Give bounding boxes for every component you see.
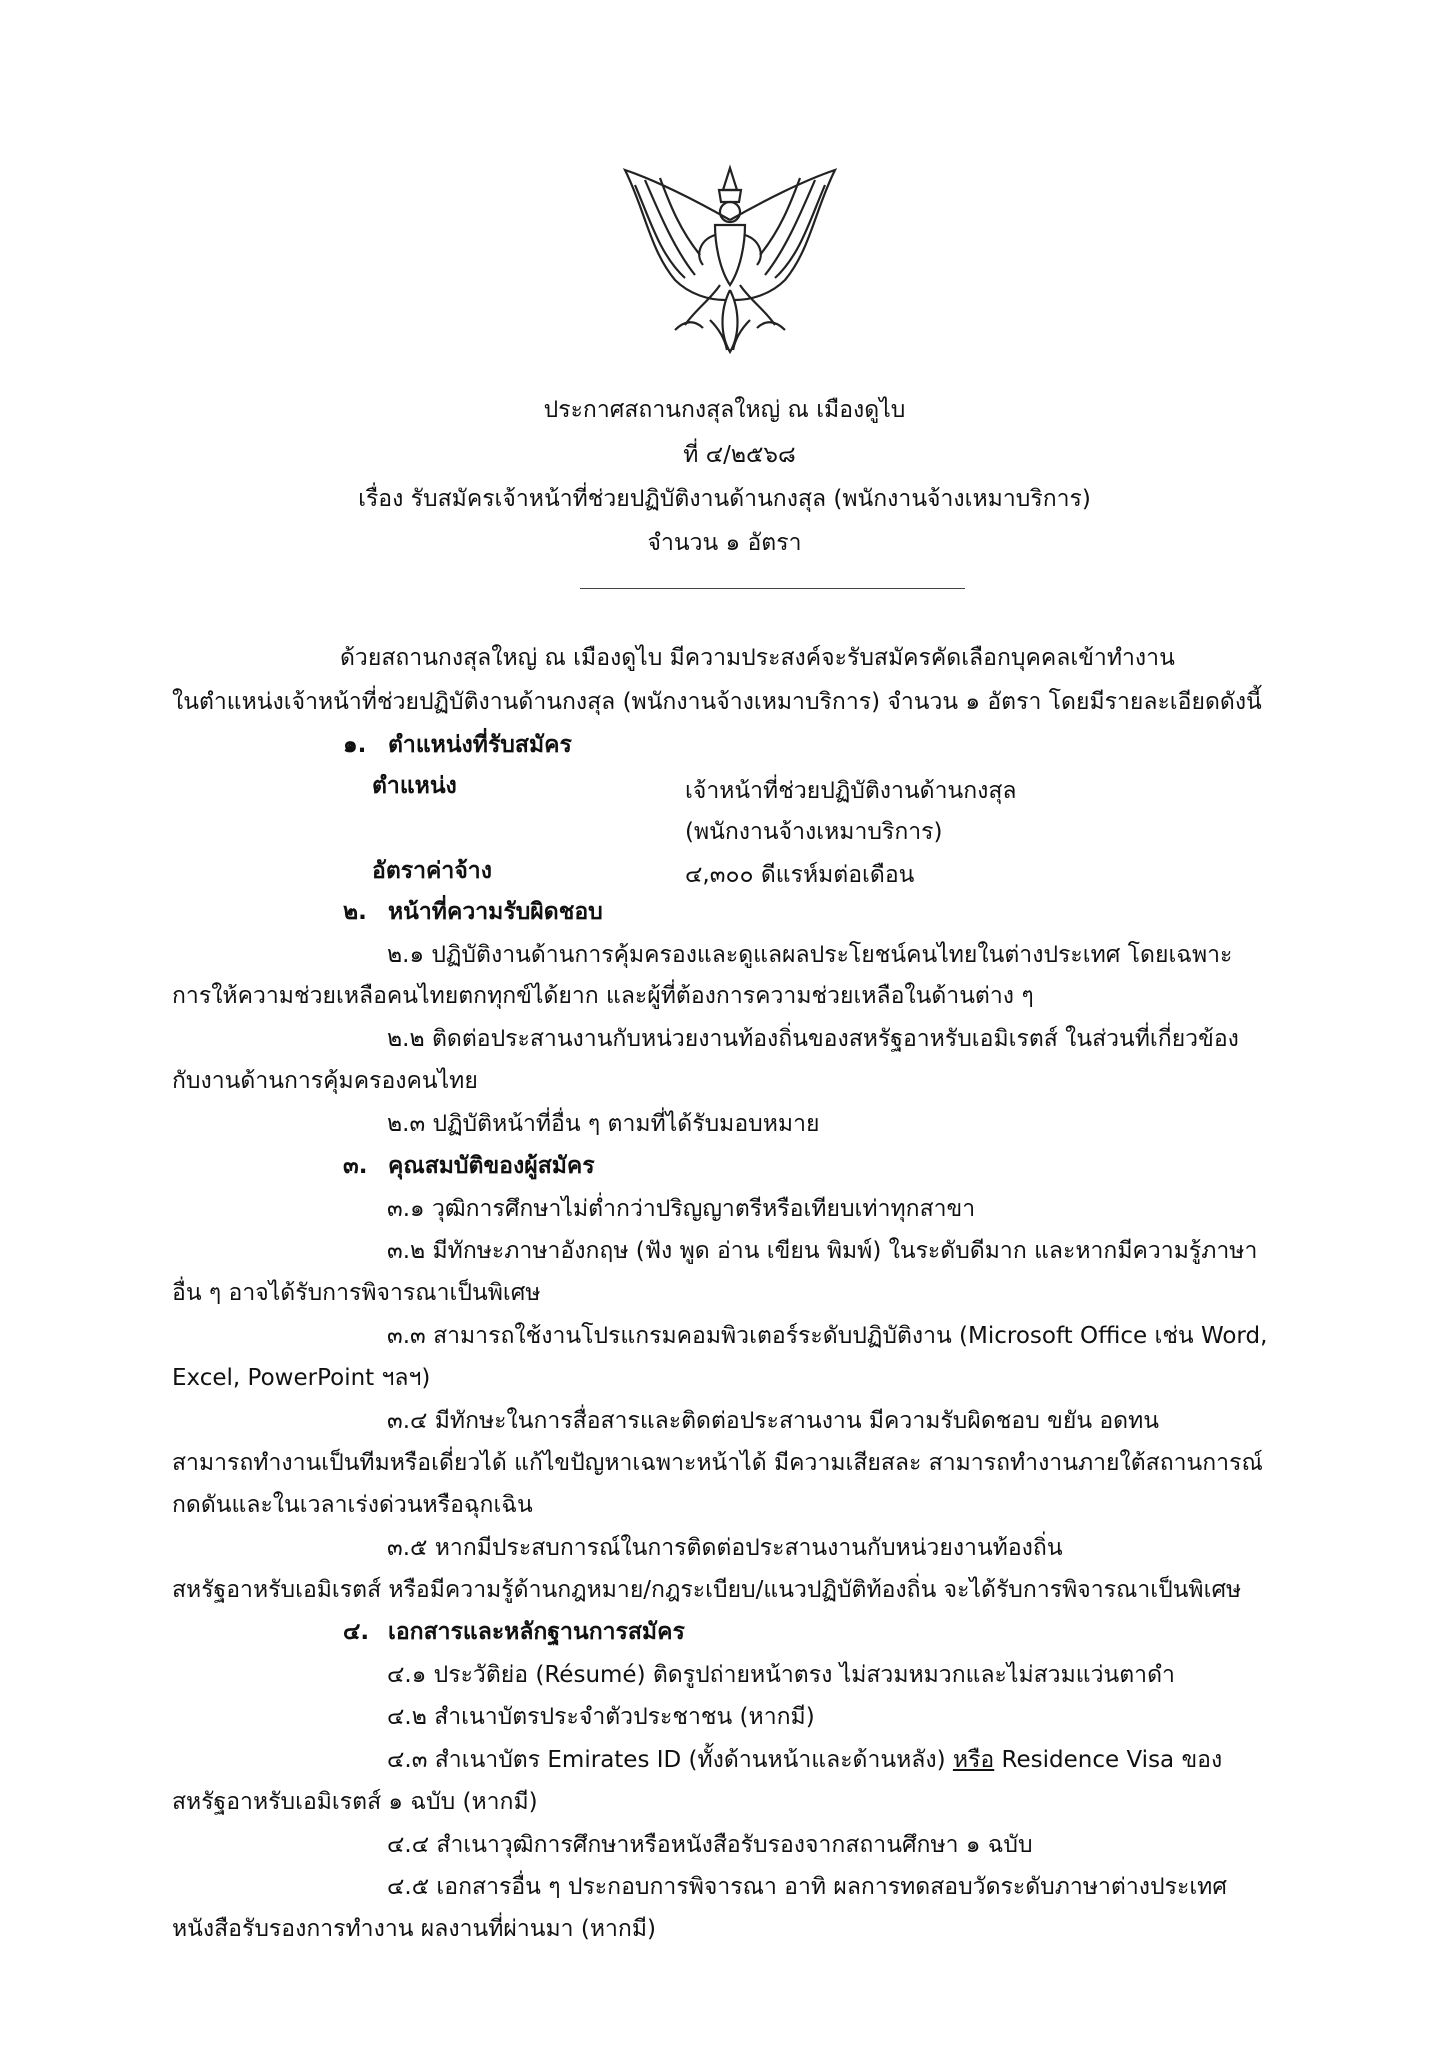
announcement-title: ประกาศสถานกงสุลใหญ่ ณ เมืองดูไบ [543, 397, 906, 423]
section-2-number: ๒. [343, 899, 367, 925]
item-4-1: ๔.๑ ประวัติย่อ (Résumé) ติดรูปถ่ายหน้าตรง ไม่สวมหมวกและไม่สวมแว่นตาดำ [387, 1662, 1175, 1688]
item-3-5-line-2: สหรัฐอาหรับเอมิเรตส์ หรือมีความรู้ด้านกฎหมาย/กฎระเบียบ/แนวปฏิบัติท้องถิ่น จะได้รับการพิจารณาเป็นพิเศษ [172, 1577, 1242, 1603]
item-3-4-line-3: กดดันและในเวลาเร่งด่วนหรือฉุกเฉิน [172, 1492, 533, 1518]
garuda-emblem-icon [615, 160, 845, 360]
item-4-3-or-underlined: หรือ [952, 1747, 995, 1773]
section-3-heading: คุณสมบัติของผู้สมัคร [388, 1153, 595, 1179]
divider-line [580, 588, 965, 589]
item-4-4: ๔.๔ สำเนาวุฒิการศึกษาหรือหนังสือรับรองจากสถานศึกษา ๑ ฉบับ [387, 1832, 1033, 1858]
section-2-heading: หน้าที่ความรับผิดชอบ [388, 899, 603, 925]
section-4-heading: เอกสารและหลักฐานการสมัคร [388, 1619, 685, 1645]
intro-line-2: ในตำแหน่งเจ้าหน้าที่ช่วยปฏิบัติงานด้านกงสุล (พนักงานจ้างเหมาบริการ) จำนวน ๑ อัตรา โดยมีรายละเอียดดังนี้ [172, 689, 1262, 715]
item-4-5-line-1: ๔.๕ เอกสารอื่น ๆ ประกอบการพิจารณา อาทิ ผลการทดสอบวัดระดับภาษาต่างประเทศ [387, 1874, 1227, 1900]
item-3-5-line-1: ๓.๕ หากมีประสบการณ์ในการติดต่อประสานงานกับหน่วยงานท้องถิ่น [387, 1535, 1063, 1561]
item-4-3-text-a: ๔.๓ สำเนาบัตร Emirates ID (ทั้งด้านหน้าและด้านหลัง) [387, 1747, 953, 1773]
section-3-number: ๓. [343, 1153, 368, 1179]
item-2-3: ๒.๓ ปฏิบัติหน้าที่อื่น ๆ ตามที่ได้รับมอบหมาย [387, 1111, 820, 1137]
item-2-2-line-2: กับงานด้านการคุ้มครองคนไทย [172, 1068, 478, 1094]
section-1-number: ๑. [343, 732, 367, 758]
item-2-2-line-1: ๒.๒ ติดต่อประสานงานกับหน่วยงานท้องถิ่นของสหรัฐอาหรับเอมิเรตส์ ในส่วนที่เกี่ยวข้อง [387, 1026, 1239, 1052]
item-2-1-line-1: ๒.๑ ปฏิบัติงานด้านการคุ้มครองและดูแลผลประโยชน์คนไทยในต่างประเทศ โดยเฉพาะ [387, 942, 1233, 968]
item-3-3-line-2: Excel, PowerPoint ฯลฯ) [172, 1365, 431, 1391]
item-3-2-line-1: ๓.๒ มีทักษะภาษาอังกฤษ (ฟัง พูด อ่าน เขียน พิมพ์) ในระดับดีมาก และหากมีความรู้ภาษา [387, 1238, 1258, 1264]
intro-line-1: ด้วยสถานกงสุลใหญ่ ณ เมืองดูไบ มีความประสงค์จะรับสมัครคัดเลือกบุคคลเข้าทำงาน [340, 645, 1175, 671]
announcement-quantity: จำนวน ๑ อัตรา [647, 530, 802, 556]
item-4-3-line-1 [387, 1742, 1222, 1778]
wage-value: ๔,๓๐๐ ดีแรห์มต่อเดือน [685, 862, 915, 888]
announcement-number: ที่ ๔/๒๕๖๘ [683, 442, 796, 468]
item-4-3-text-b: Residence Visa ของ [994, 1747, 1223, 1773]
wage-label: อัตราค่าจ้าง [372, 858, 492, 884]
section-4-number: ๔. [343, 1619, 370, 1645]
item-3-1: ๓.๑ วุฒิการศึกษาไม่ต่ำกว่าปริญญาตรีหรือเทียบเท่าทุกสาขา [387, 1196, 976, 1222]
item-2-1-line-2: การให้ความช่วยเหลือคนไทยตกทุกข์ได้ยาก และผู้ที่ต้องการความช่วยเหลือในด้านต่าง ๆ [172, 983, 1034, 1009]
section-1-heading: ตำแหน่งที่รับสมัคร [388, 732, 572, 758]
item-3-3-line-1: ๓.๓ สามารถใช้งานโปรแกรมคอมพิวเตอร์ระดับปฏิบัติงาน (Microsoft Office เช่น Word, [387, 1323, 1268, 1349]
item-4-5-line-2: หนังสือรับรองการทำงาน ผลงานที่ผ่านมา (หากมี) [172, 1916, 656, 1942]
item-4-3-line-2: สหรัฐอาหรับเอมิเรตส์ ๑ ฉบับ (หากมี) [172, 1789, 538, 1815]
position-value-line-1: เจ้าหน้าที่ช่วยปฏิบัติงานด้านกงสุล [685, 778, 1017, 804]
item-3-2-line-2: อื่น ๆ อาจได้รับการพิจารณาเป็นพิเศษ [172, 1280, 541, 1306]
item-4-2: ๔.๒ สำเนาบัตรประจำตัวประชาชน (หากมี) [387, 1704, 815, 1730]
position-label: ตำแหน่ง [372, 773, 457, 799]
announcement-subject: เรื่อง รับสมัครเจ้าหน้าที่ช่วยปฏิบัติงานด้านกงสุล (พนักงานจ้างเหมาบริการ) [358, 486, 1091, 512]
position-value-line-2: (พนักงานจ้างเหมาบริการ) [685, 819, 943, 845]
item-3-4-line-1: ๓.๔ มีทักษะในการสื่อสารและติดต่อประสานงาน มีความรับผิดชอบ ขยัน อดทน [387, 1408, 1159, 1434]
item-3-4-line-2: สามารถทำงานเป็นทีมหรือเดี่ยวได้ แก้ไขปัญหาเฉพาะหน้าได้ มีความเสียสละ สามารถทำงานภายใต้สถานการณ์ [172, 1450, 1263, 1476]
